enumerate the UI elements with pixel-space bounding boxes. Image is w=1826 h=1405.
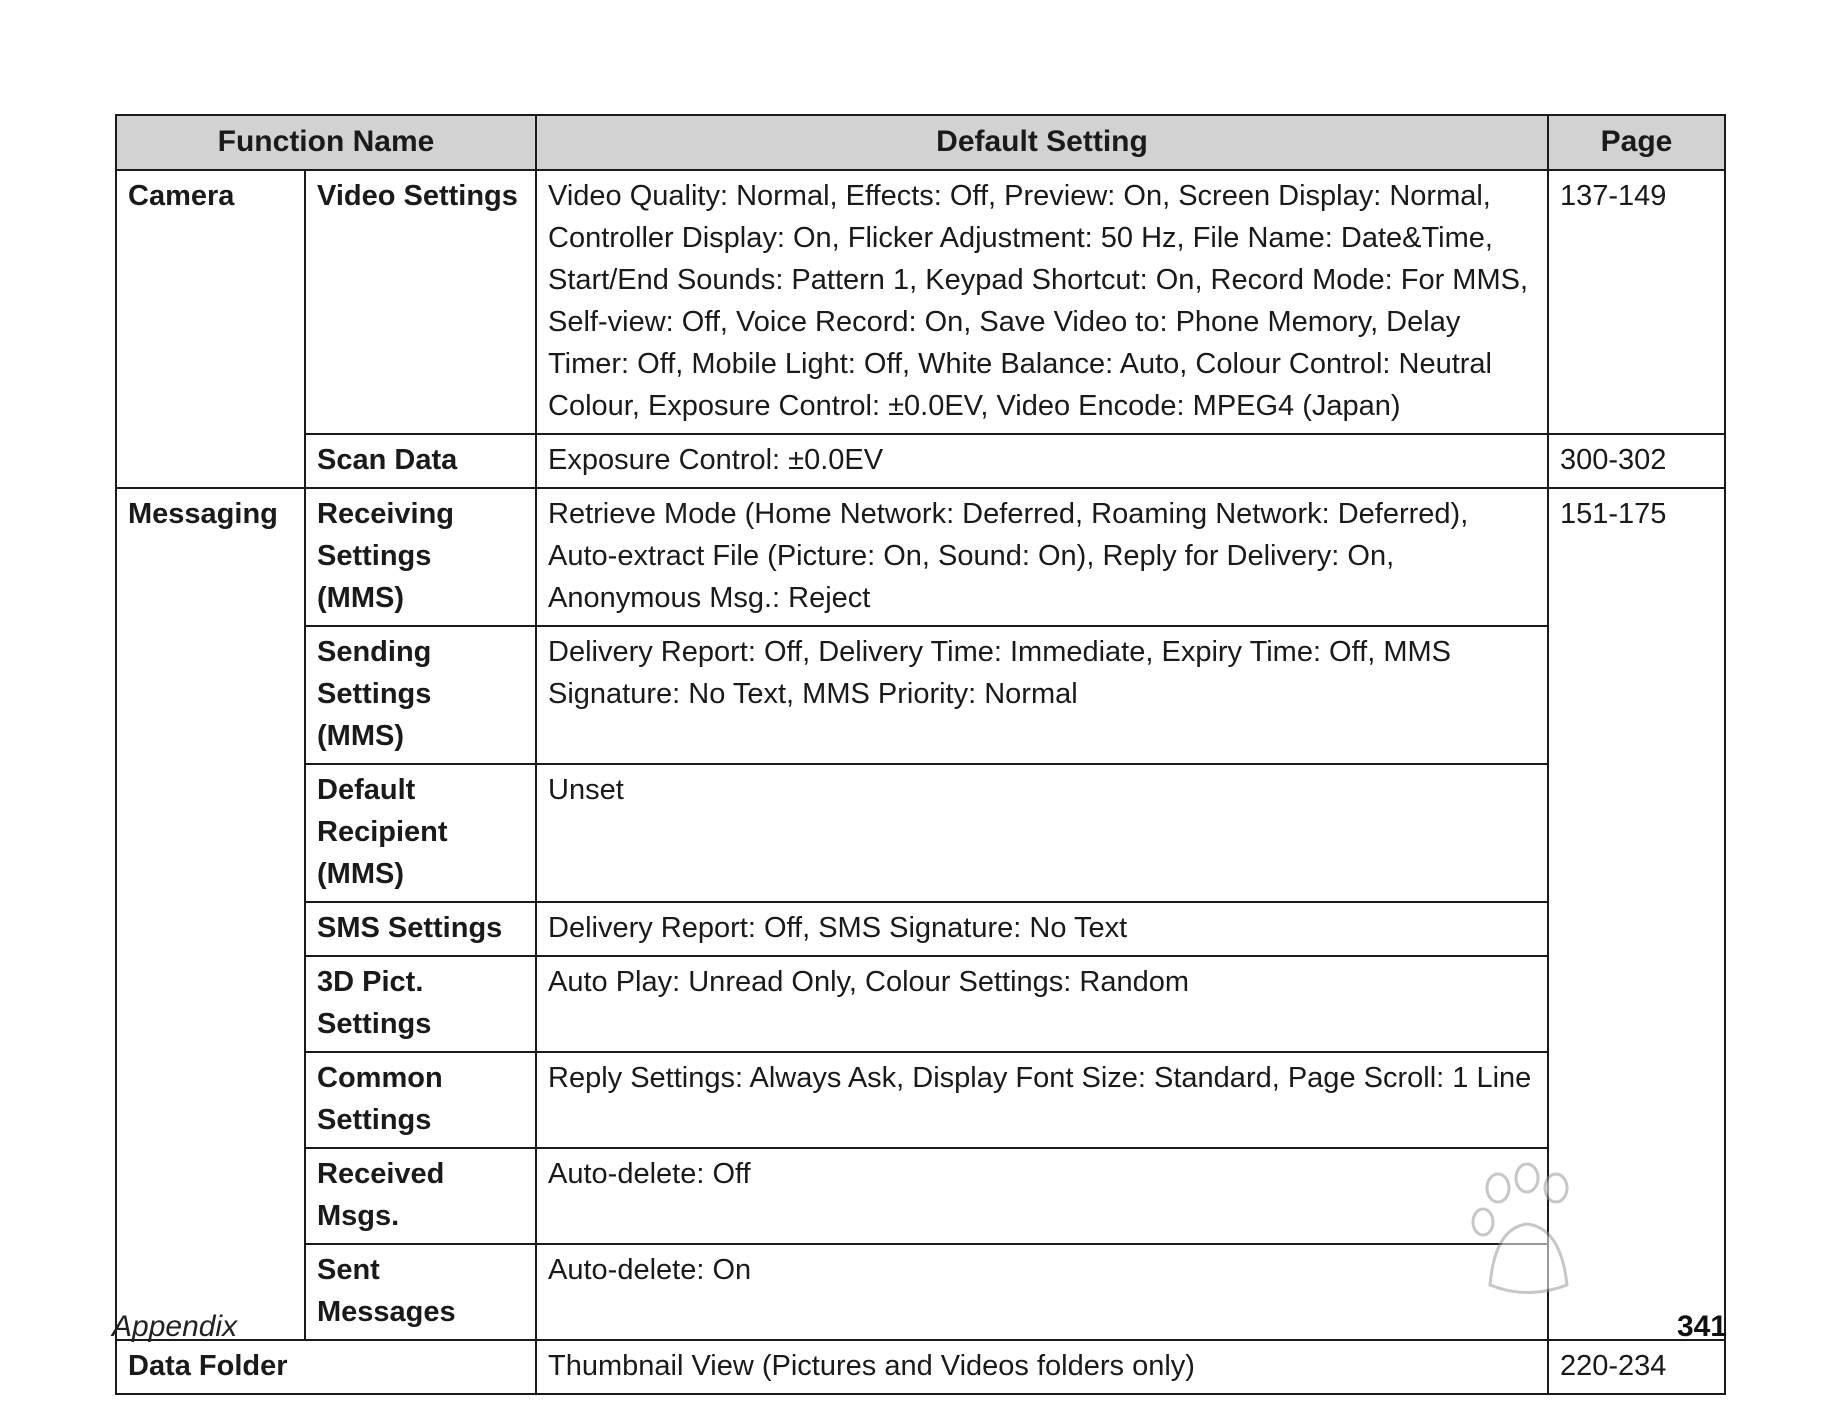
function-default-recipient: Default Recipient (MMS): [305, 764, 536, 902]
table-row: [116, 956, 1725, 1052]
function-sending-settings: Sending Settings (MMS): [305, 626, 536, 764]
default-sending-settings: Delivery Report: Off, Delivery Time: Immediate, Expiry Time: Off, MMS Signature: No Text, MMS Priority: Normal: [536, 626, 1548, 764]
default-received-msgs: Auto-delete: Off: [536, 1148, 1548, 1244]
table-row: [116, 1340, 1725, 1394]
group-data-folder: Data Folder: [116, 1340, 536, 1394]
table-header-row: [116, 115, 1725, 170]
footer-section-label: Appendix: [112, 1310, 238, 1343]
page-messaging: 151-175: [1548, 488, 1725, 1340]
function-common-settings: Common Settings: [305, 1052, 536, 1148]
table-row: [116, 1052, 1725, 1148]
header-default-setting: Default Setting: [536, 115, 1548, 170]
function-sent-messages: Sent Messages: [305, 1244, 536, 1340]
default-sent-messages: Auto-delete: On: [536, 1244, 1548, 1340]
default-default-recipient: Unset: [536, 764, 1548, 902]
table-row: [116, 626, 1725, 764]
table-row: [116, 1244, 1725, 1340]
group-camera: Camera: [116, 170, 305, 488]
default-common-settings: Reply Settings: Always Ask, Display Font Size: Standard, Page Scroll: 1 Line: [536, 1052, 1548, 1148]
function-3d-pict-settings: 3D Pict. Settings: [305, 956, 536, 1052]
default-data-folder: Thumbnail View (Pictures and Videos folders only): [536, 1340, 1548, 1394]
header-function-name: Function Name: [116, 115, 536, 170]
function-receiving-settings: Receiving Settings (MMS): [305, 488, 536, 626]
function-scan-data: Scan Data: [305, 434, 536, 488]
default-3d-pict-settings: Auto Play: Unread Only, Colour Settings: Random: [536, 956, 1548, 1052]
page-data-folder: 220-234: [1548, 1340, 1725, 1394]
table-row: [116, 488, 1725, 626]
table-row: [116, 1148, 1725, 1244]
footer-page-number: 341: [1676, 1310, 1727, 1343]
default-settings-table: [115, 114, 1726, 1395]
page-video-settings: 137-149: [1548, 170, 1725, 434]
function-video-settings: Video Settings: [305, 170, 536, 434]
group-messaging: Messaging: [116, 488, 305, 1340]
default-sms-settings: Delivery Report: Off, SMS Signature: No Text: [536, 902, 1548, 956]
function-received-msgs: Received Msgs.: [305, 1148, 536, 1244]
default-receiving-settings: Retrieve Mode (Home Network: Deferred, Roaming Network: Deferred), Auto-extract File (Picture: On, Sound: On), Reply for Delivery: On, Anonymous Msg.: Reject: [536, 488, 1548, 626]
default-scan-data: Exposure Control: ±0.0EV: [536, 434, 1548, 488]
table-row: [116, 764, 1725, 902]
header-page: Page: [1548, 115, 1725, 170]
table-row: [116, 902, 1725, 956]
default-video-settings: Video Quality: Normal, Effects: Off, Preview: On, Screen Display: Normal, Controller Display: On, Flicker Adjustment: 50 Hz, File Name: Date&Time, Start/End Sounds: Pattern 1, Keypad Shortcut: On, Record Mode: For MMS, Self-view: Off, Voice Record: On, Save Video to: Phone Memory, Delay Timer: Off, Mobile Light: Off, White Balance: Auto, Colour Control: Neutral Colour, Exposure Control: ±0.0EV, Video Encode: MPEG4 (Japan): [536, 170, 1548, 434]
page-scan-data: 300-302: [1548, 434, 1725, 488]
function-sms-settings: SMS Settings: [305, 902, 536, 956]
table-row: [116, 434, 1725, 488]
table-row: [116, 170, 1725, 434]
